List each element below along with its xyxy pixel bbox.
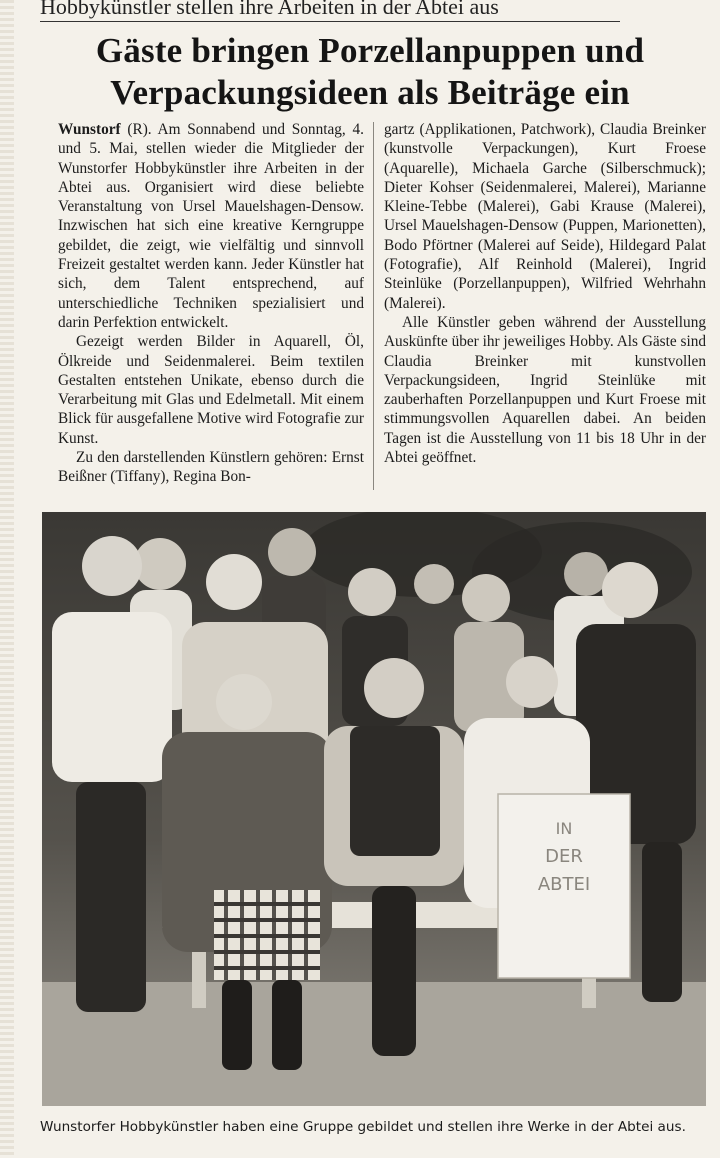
paragraph-1-text: (R). Am Sonnabend und Sonntag, 4. und 5. Mai, stellen wieder die Mitglieder der Wunstorfer Hobbykünstler ihre Arbeiten in der Abtei aus. Organisiert wird diese beliebte Veranstaltung von Ursel Mauelshagen-Densow. Inzwischen hat sich eine kreative Kerngruppe gebildet, die zeigt, wie vielfältig und sinnvoll Freizeit gestaltet werden kann. Jeder Künstler hat sich, dem Talent entsprechend, auf unterschiedliche Techniken spezialisiert und darin Perfektion entwickelt. <box>58 121 364 331</box>
paragraph-3: Zu den darstellenden Künstlern gehören: Ernst Beißner (Tiffany), Regina Bon- <box>58 449 364 486</box>
text-column-1 <box>58 120 364 487</box>
paragraph-5: Alle Künstler geben während der Ausstellung Auskünfte über ihr jeweiliges Hobby. Als Gäste sind Claudia Breinker mit kunstvollen Verpackungsideen, Ingrid Steinlüke mit zauberhaften Porzellanpuppen und Kurt Froese mit stimmungsvollen Aquarellen dabei. An beiden Tagen ist die Ausstellung von 11 bis 18 Uhr in der Abtei geöffnet. <box>384 313 706 467</box>
headline-line-2: Verpackungsideen als Beiträge ein <box>110 73 630 112</box>
photo-caption: Wunstorfer Hobbykünstler haben eine Gruppe gebildet und stellen ihre Werke in der Abtei aus. <box>40 1119 686 1135</box>
text-column-2 <box>384 120 706 467</box>
column-divider <box>373 122 374 490</box>
article-headline <box>40 30 700 114</box>
sign-line-1: IN <box>555 819 573 838</box>
sign-line-2: DER <box>545 846 583 867</box>
scan-edge <box>0 0 14 1158</box>
group-photo-illustration <box>42 512 706 1106</box>
article-kicker: Hobbykünstler stellen ihre Arbeiten in der Abtei aus <box>40 0 620 22</box>
sign-board <box>498 794 630 978</box>
dateline: Wunstorf <box>58 121 121 138</box>
paragraph-1 <box>58 120 364 332</box>
headline-line-1: Gäste bringen Porzellanpuppen und <box>95 31 645 70</box>
paragraph-4: gartz (Applikationen, Patchwork), Claudia Breinker (kunstvolle Verpackungen), Kurt Froese (Aquarelle), Michaela Garche (Silberschmuck); Dieter Kohser (Seidenmalerei, Malerei), Marianne Kleine-Tebbe (Malerei), Gabi Krause (Malerei), Ursel Mauelshagen-Densow (Puppen, Marionetten), Bodo Pförtner (Malerei auf Seide), Hildegard Palat (Fotografie), Alf Reinhold (Malerei), Ingrid Steinlüke (Porzellanpuppen), Wilfried Wehrhahn (Malerei). <box>384 121 706 312</box>
paragraph-2: Gezeigt werden Bilder in Aquarell, Öl, Ölkreide und Seidenmalerei. Beim textilen Gestalten entstehen Unikate, ebenso durch die Verarbeitung mit Glas und Edelmetall. Mit einem Blick für ausgefallene Motive wird Fotografie zur Kunst. <box>58 333 364 447</box>
group-photo <box>42 512 706 1106</box>
person-figure <box>414 564 454 604</box>
sign-line-3: ABTEI <box>537 874 591 895</box>
